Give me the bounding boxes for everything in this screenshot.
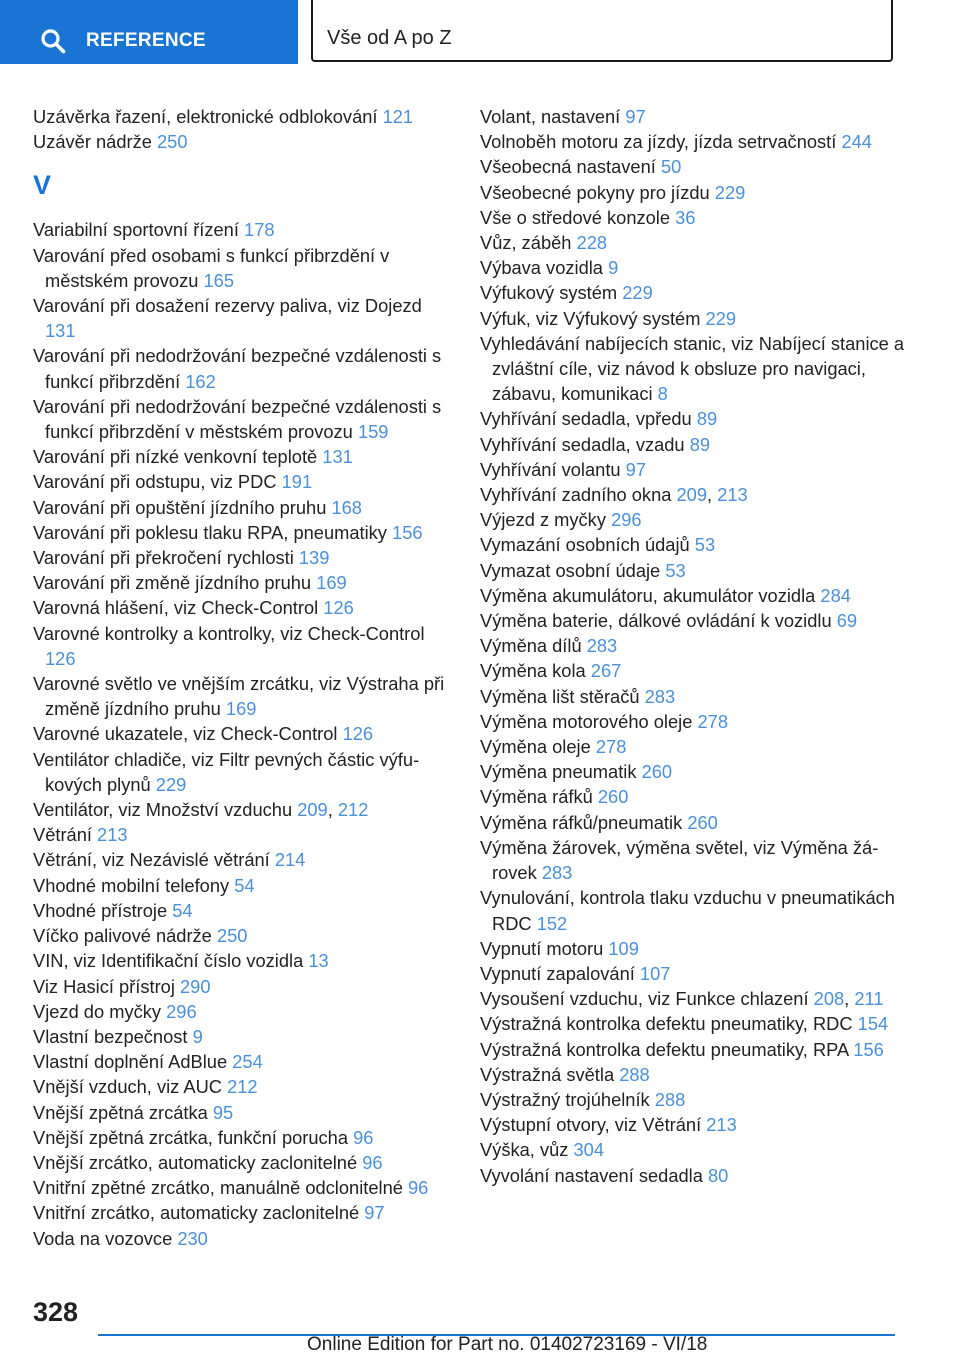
index-entry xyxy=(480,104,910,129)
index-entry xyxy=(33,1074,451,1099)
page-link[interactable]: 131 xyxy=(45,320,76,342)
index-entry xyxy=(480,734,910,759)
page-link[interactable]: 260 xyxy=(687,811,718,833)
index-entry-text: Všeobecné pokyny pro jízdu xyxy=(480,181,710,203)
index-entry-text: Varovné kontrolky a kontrolky, viz Check-Control xyxy=(33,622,425,644)
page-link[interactable]: 168 xyxy=(331,496,362,518)
page-link[interactable]: 260 xyxy=(641,761,673,783)
index-column-left xyxy=(33,104,451,1251)
index-entry: Vyhřívání zadního okna 209, 213 xyxy=(480,484,748,506)
page-link[interactable]: 209 xyxy=(676,484,708,506)
page-link[interactable]: 154 xyxy=(857,1013,889,1035)
index-entry xyxy=(480,406,910,431)
page-link[interactable]: 244 xyxy=(841,131,872,153)
index-entry-text: Výměna žárovek, výměna světel, viz Výměna žárovek xyxy=(480,836,879,884)
page-link[interactable]: 278 xyxy=(697,710,728,732)
page-link[interactable]: 213 xyxy=(717,484,748,506)
index-entry: Vysoušení vzduchu, viz Funkce chlazení 208, 211 xyxy=(480,988,884,1010)
index-entry-text: Varovné světlo ve vnějším zrcátku, viz Výstraha při změně jízdního pruhu xyxy=(33,673,445,720)
page-link[interactable]: 53 xyxy=(665,559,686,581)
index-entry-text: Varování při změně jízdního pruhu xyxy=(33,572,312,594)
page-link[interactable]: 278 xyxy=(595,736,627,758)
page-link[interactable]: 9 xyxy=(608,257,619,279)
index-entry xyxy=(480,180,910,205)
page-link[interactable]: 191 xyxy=(281,471,313,493)
page-link[interactable]: 53 xyxy=(694,534,716,556)
index-entry-text: Vyhřívání sedadla, vzadu xyxy=(480,433,685,455)
index-entry-text: Viz Hasicí přístroj xyxy=(33,975,175,997)
page-link[interactable]: 139 xyxy=(298,547,330,569)
index-entry-text: Ventilátor, viz Množství vzduchu xyxy=(33,799,293,821)
index-entry-text: Vyhřívání volantu xyxy=(480,458,621,480)
page-link[interactable]: 283 xyxy=(586,635,618,657)
page-link[interactable]: 283 xyxy=(541,862,573,884)
index-entry-text: Vůz, záběh xyxy=(480,232,572,254)
index-entry-text: Vynulování, kontrola tlaku vzduchu v pneumatikách RDC xyxy=(480,887,895,934)
page-link[interactable]: 254 xyxy=(232,1051,263,1073)
page-link[interactable]: 267 xyxy=(590,660,622,682)
index-entry-text: Varovné ukazatele, viz Check-Control xyxy=(33,723,338,745)
index-entry xyxy=(33,1226,451,1251)
index-entry xyxy=(480,154,910,179)
index-entry-text: Vysoušení vzduchu, viz Funkce chlazení xyxy=(480,988,809,1010)
page-link[interactable]: 211 xyxy=(854,988,884,1010)
breadcrumb-title: Vše od A po Z xyxy=(327,27,452,49)
index-entry xyxy=(480,936,910,961)
index-entry xyxy=(33,621,451,671)
index-entry xyxy=(33,822,451,847)
index-entry xyxy=(480,835,910,885)
index-entry xyxy=(480,684,910,709)
index-entry-text: Větrání, viz Nezávislé větrání xyxy=(33,849,270,871)
page-link[interactable]: 54 xyxy=(172,899,193,921)
index-entry-text: Výfukový systém xyxy=(480,282,618,304)
index-entry-text: Varování při nedodržování bezpečné vzdálenosti s funkcí přibrzdění v městském provozu xyxy=(33,395,442,443)
index-entry xyxy=(33,847,451,872)
index-entry xyxy=(33,1125,451,1150)
page-number: 328 xyxy=(33,1297,79,1327)
index-entry-text: Výměna ráfků xyxy=(480,786,593,808)
index-entry xyxy=(33,747,451,797)
index-entry xyxy=(33,1024,451,1049)
page-link[interactable]: 260 xyxy=(597,786,629,808)
page-link[interactable]: 131 xyxy=(322,446,353,468)
index-entry-text: Výměna kola xyxy=(480,660,586,682)
index-entry xyxy=(480,432,910,457)
index-entry xyxy=(33,1150,451,1175)
page-link[interactable]: 152 xyxy=(536,912,568,934)
index-entry-text: Výstražný trojúhelník xyxy=(480,1088,650,1110)
page-link[interactable]: 36 xyxy=(675,206,696,228)
index-entry-text: Vypnutí zapalování xyxy=(480,962,635,984)
index-entry-text: Vlastní bezpečnost xyxy=(33,1025,188,1047)
index-entry xyxy=(33,898,451,923)
index-entry xyxy=(33,243,451,293)
page-link[interactable]: 107 xyxy=(639,962,671,984)
index-entry-text: Vnitřní zpětné zrcátko, manuálně odclonitelné xyxy=(33,1177,403,1199)
index-entry-text: Varování při opuštění jízdního pruhu xyxy=(33,496,327,518)
page-link[interactable]: 178 xyxy=(244,219,275,241)
index-entry-text: Volnoběh motoru za jízdy, jízda setrvačností xyxy=(480,131,837,153)
index-entry xyxy=(33,1100,451,1125)
index-entry xyxy=(33,469,451,494)
index-entry-text: Vyvolání nastavení sedadla xyxy=(480,1164,703,1186)
index-entry-text: Vyhledávání nabíjecích stanic, viz Nabíjecí stanice a zvláštní cíle, viz návod k obsluze pro navigaci, zábavu, komunikaci xyxy=(480,332,905,405)
index-entry-text: Variabilní sportovní řízení xyxy=(33,219,239,241)
index-entry xyxy=(33,495,451,520)
index-entry-text: Varování při poklesu tlaku RPA, pneumatiky xyxy=(33,521,387,543)
index-entry xyxy=(480,1037,910,1062)
page-link[interactable]: 288 xyxy=(619,1063,650,1085)
index-entry xyxy=(480,885,910,935)
index-entry xyxy=(480,608,910,633)
index-entry xyxy=(480,558,910,583)
page-link[interactable]: 95 xyxy=(212,1101,234,1123)
page-link[interactable]: 229 xyxy=(705,307,737,329)
page-link[interactable]: 169 xyxy=(225,698,257,720)
index-entry xyxy=(480,255,910,280)
index-entry xyxy=(33,1200,451,1225)
index-entry-text: Výstražná kontrolka defektu pneumatiky, RPA xyxy=(480,1038,849,1060)
index-entry xyxy=(480,457,910,482)
index-entry-text: Výměna akumulátoru, akumulátor vozidla xyxy=(480,584,816,606)
index-entry-text: Vhodné mobilní telefony xyxy=(33,874,230,896)
index-entry xyxy=(480,759,910,784)
page-link[interactable]: 283 xyxy=(644,685,676,707)
index-entry xyxy=(33,923,451,948)
index-entry xyxy=(33,343,451,393)
page-link[interactable]: 159 xyxy=(357,421,389,443)
index-entry-text: Vypnutí motoru xyxy=(480,937,604,959)
index-entry xyxy=(480,1137,910,1162)
index-entry-text: Varovná hlášení, viz Check-Control xyxy=(33,597,319,619)
breadcrumb xyxy=(311,0,893,62)
index-entry-text: Větrání xyxy=(33,824,92,846)
index-entry xyxy=(480,1011,910,1036)
page-link[interactable]: 208 xyxy=(813,988,845,1010)
index-entry xyxy=(480,230,910,255)
page-link[interactable]: 165 xyxy=(203,269,235,291)
index-entry xyxy=(33,293,451,343)
index-entry xyxy=(33,948,451,973)
index-entry xyxy=(33,873,451,898)
index-entry-text: Výměna lišt stěračů xyxy=(480,685,640,707)
index-entry xyxy=(33,545,451,570)
index-entry-text: Uzávěr nádrže xyxy=(33,131,152,153)
page-link[interactable]: 212 xyxy=(227,1076,258,1098)
index-entry-text: Výfuk, viz Výfukový systém xyxy=(480,307,701,329)
page-link[interactable]: 96 xyxy=(353,1126,374,1148)
index-entry-text: Vymazání osobních údajů xyxy=(480,534,690,556)
page-link[interactable]: 296 xyxy=(166,1000,197,1022)
index-entry-text: Výměna motorového oleje xyxy=(480,710,693,732)
index-entry xyxy=(480,784,910,809)
index-column-right xyxy=(480,104,910,1188)
index-entry xyxy=(33,595,451,620)
index-entry-text: Výměna oleje xyxy=(480,736,591,758)
index-entry-text: Ventilátor chladiče, viz Filtr pevných částic výfukových plynů xyxy=(33,748,420,795)
index-entry xyxy=(33,1175,451,1200)
index-entry xyxy=(33,1049,451,1074)
edition-footer: Online Edition for Part no. 01402723169 - VI/18 xyxy=(307,1334,708,1355)
page-link[interactable]: 284 xyxy=(820,584,851,606)
index-entry xyxy=(33,129,451,154)
reference-tab[interactable] xyxy=(0,0,298,64)
index-entry xyxy=(33,520,451,545)
page-link[interactable]: 156 xyxy=(392,521,423,543)
page-link[interactable]: 69 xyxy=(836,610,858,632)
index-entry xyxy=(33,671,451,721)
index-entry-text: Varování při nedodržování bezpečné vzdálenosti s funkcí přibrzdění xyxy=(33,345,442,392)
index-entry xyxy=(480,810,910,835)
index-entry-text: Vyhřívání sedadla, vpředu xyxy=(480,408,692,430)
index-entry xyxy=(480,1112,910,1137)
index-entry-text: Výbava vozidla xyxy=(480,257,603,279)
index-entry-text: Vnitřní zrcátko, automaticky zaclonitelné xyxy=(33,1202,360,1224)
index-entry xyxy=(480,507,910,532)
page-link[interactable]: 54 xyxy=(234,874,255,896)
index-entry xyxy=(480,331,910,407)
section-letter: V xyxy=(33,170,52,201)
page-link[interactable]: 228 xyxy=(576,232,608,254)
page-link[interactable]: 13 xyxy=(308,950,329,972)
page-link[interactable]: 213 xyxy=(706,1114,737,1136)
index-entry-text: Vše o středové konzole xyxy=(480,206,671,228)
page-link[interactable]: 230 xyxy=(177,1227,208,1249)
index-entry xyxy=(33,999,451,1024)
index-entry-text: Víčko palivové nádrže xyxy=(33,925,212,947)
index-entry xyxy=(33,104,451,129)
index-entry xyxy=(480,306,910,331)
index-entry xyxy=(480,1062,910,1087)
index-entry-text: Varování při dosažení rezervy paliva, viz Dojezd xyxy=(33,295,422,317)
page-link[interactable]: 50 xyxy=(660,156,682,178)
page-link[interactable]: 213 xyxy=(97,824,128,846)
index-entry-text: Uzávěrka řazení, elektronické odblokování xyxy=(33,106,378,127)
index-entry-text: Výměna pneumatik xyxy=(480,761,637,783)
page-link[interactable]: 290 xyxy=(179,975,211,997)
index-entry-text: Výměna ráfků/pneumatik xyxy=(480,811,683,833)
page-link[interactable]: 250 xyxy=(156,131,188,153)
page-link[interactable]: 250 xyxy=(216,925,248,947)
reference-tab-label: REFERENCE xyxy=(86,30,206,51)
page-link[interactable]: 288 xyxy=(654,1088,686,1110)
index-entry-text: Výstražná světla xyxy=(480,1063,615,1085)
index-entry-text: Výměna baterie, dálkové ovládání k vozidlu xyxy=(480,610,832,632)
index-entry: Ventilátor, viz Množství vzduchu 209, 212 xyxy=(33,799,369,821)
index-entry xyxy=(33,394,451,444)
index-entry xyxy=(480,129,910,154)
page-link[interactable]: 89 xyxy=(689,433,711,455)
index-entry-text: Voda na vozovce xyxy=(33,1227,173,1249)
search-icon xyxy=(40,28,66,54)
page-link[interactable]: 89 xyxy=(696,408,718,430)
page-link[interactable]: 97 xyxy=(364,1202,385,1224)
index-entry xyxy=(33,570,451,595)
index-entry-text: Varování při nízké venkovní teplotě xyxy=(33,446,318,468)
page-link[interactable]: 96 xyxy=(362,1151,383,1173)
page-link[interactable]: 214 xyxy=(274,849,306,871)
index-entry-text: Vnější zrcátko, automaticky zaclonitelné xyxy=(33,1151,358,1173)
page-link[interactable]: 126 xyxy=(45,647,76,669)
page-link[interactable]: 229 xyxy=(714,181,746,203)
page-link[interactable]: 109 xyxy=(608,937,639,959)
index-entry-text: Výstražná kontrolka defektu pneumatiky, RDC xyxy=(480,1013,853,1035)
page-link[interactable]: 169 xyxy=(316,572,347,594)
page-link[interactable]: 212 xyxy=(337,799,369,821)
page-link[interactable]: 80 xyxy=(708,1164,729,1186)
page-link[interactable]: 9 xyxy=(192,1025,203,1047)
index-entry-text: Vjezd do myčky xyxy=(33,1000,162,1022)
page-link[interactable]: 156 xyxy=(853,1038,884,1060)
index-entry xyxy=(33,721,451,746)
index-entry xyxy=(33,217,451,242)
index-entry xyxy=(480,280,910,305)
index-entry-text: Vymazat osobní údaje xyxy=(480,559,661,581)
index-entry-text: Vlastní doplnění AdBlue xyxy=(33,1051,228,1073)
index-entry xyxy=(480,709,910,734)
page-link[interactable]: 8 xyxy=(657,383,668,405)
index-entry-text: Výjezd z myčky xyxy=(480,509,606,531)
index-entry-text: VIN, viz Identifikační číslo vozidla xyxy=(33,950,304,972)
page-link[interactable]: 121 xyxy=(382,106,414,127)
page-link[interactable]: 96 xyxy=(408,1177,429,1199)
index-entry-text: Varování při překročení rychlosti xyxy=(33,547,294,569)
index-entry xyxy=(480,1087,910,1112)
index-entry-text: Vhodné přístroje xyxy=(33,899,168,921)
page-header xyxy=(0,0,960,66)
index-entry xyxy=(480,658,910,683)
index-entry xyxy=(33,444,451,469)
index-entry xyxy=(33,974,451,999)
index-entry-text: Vnější zpětná zrcátka, funkční porucha xyxy=(33,1126,349,1148)
index-entry-text: Vnější zpětná zrcátka xyxy=(33,1101,208,1123)
index-entry xyxy=(480,532,910,557)
page-link[interactable]: 126 xyxy=(323,597,354,619)
index-entry-text: Všeobecná nastavení xyxy=(480,156,656,178)
page-link[interactable]: 304 xyxy=(573,1139,604,1161)
page-link[interactable]: 97 xyxy=(625,458,647,480)
page-link[interactable]: 209 xyxy=(297,799,328,821)
page-link[interactable]: 126 xyxy=(342,723,374,745)
index-entry-text: Varování před osobami s funkcí přibrzdění v městském provozu xyxy=(33,244,390,291)
page-link[interactable]: 229 xyxy=(155,773,187,795)
index-entry-text: Vnější vzduch, viz AUC xyxy=(33,1076,222,1098)
index-entry xyxy=(480,633,910,658)
index-entry-text: Varování při odstupu, viz PDC xyxy=(33,471,277,493)
index-entry xyxy=(480,583,910,608)
index-entry-text: Výměna dílů xyxy=(480,635,582,657)
page-link[interactable]: 162 xyxy=(185,370,216,392)
index-entry-text: Výška, vůz xyxy=(480,1139,569,1161)
page-link[interactable]: 296 xyxy=(611,509,642,531)
index-entry xyxy=(480,961,910,986)
index-entry xyxy=(480,205,910,230)
index-entry xyxy=(480,1163,910,1188)
index-entry-text: Vyhřívání zadního okna xyxy=(480,484,672,506)
index-entry-text: Volant, nastavení xyxy=(480,106,621,127)
page-link[interactable]: 97 xyxy=(625,106,646,127)
index-entry-text: Výstupní otvory, viz Větrání xyxy=(480,1114,702,1136)
page-link[interactable]: 229 xyxy=(622,282,653,304)
